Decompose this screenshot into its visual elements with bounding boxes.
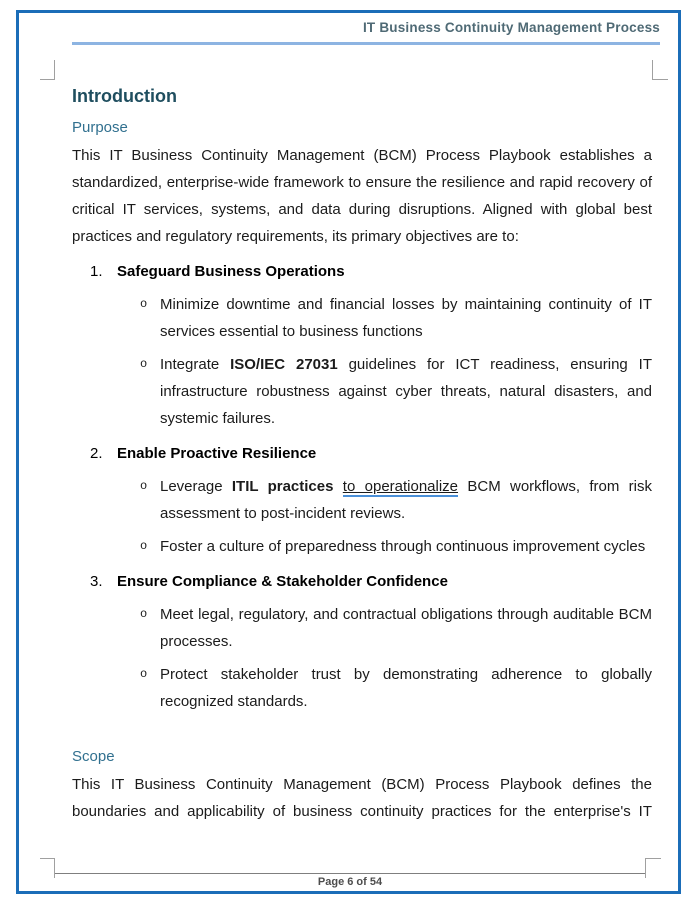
bullet-marker: o	[140, 607, 148, 621]
bullet-text	[160, 351, 652, 432]
subsection-heading-purpose: Purpose	[72, 119, 128, 136]
bullet-text	[160, 661, 652, 715]
text-segment: guidelines for ICT readiness, ensuring IT infrastructure robustness against cyber threats, natural disasters, and systemic failures.	[160, 356, 652, 427]
header-title: IT Business Continuity Management Process	[362, 20, 660, 35]
bullet-text	[160, 601, 652, 655]
bullet-text	[160, 473, 652, 527]
bullet-marker: o	[140, 357, 148, 371]
text-segment	[333, 478, 342, 495]
item-number: 1.	[90, 263, 103, 280]
bullet-text	[160, 533, 652, 560]
item-title: Enable Proactive Resilience	[117, 445, 317, 462]
numbered-item-2	[72, 440, 652, 467]
item-title: Ensure Compliance & Stakeholder Confidence	[117, 573, 448, 590]
text-segment: Leverage	[160, 478, 232, 495]
bullet-item	[72, 351, 652, 432]
bullet-item	[72, 473, 652, 527]
text-segment: Foster a culture of preparedness through continuous improvement cycles	[160, 538, 646, 555]
bullet-item	[72, 601, 652, 655]
page-content	[72, 84, 652, 825]
text-segment: BCM workflows, from risk assessment to post-incident reviews.	[160, 478, 652, 522]
scope-paragraph: This IT Business Continuity Management (BCM) Process Playbook defines the boundaries and applicability of business continuity practices for the enterprise's IT	[72, 776, 652, 820]
bullet-item	[72, 661, 652, 715]
underlined-text-segment: to operationalize	[342, 478, 459, 495]
numbered-item-3	[72, 568, 652, 595]
bold-text-segment: ITIL practices	[231, 478, 334, 495]
bullet-text	[160, 291, 652, 345]
bullet-item	[72, 291, 652, 345]
text-segment: Meet legal, regulatory, and contractual obligations through auditable BCM processes.	[160, 606, 652, 650]
text-segment: Minimize downtime and financial losses by maintaining continuity of IT services essential to business functions	[160, 296, 652, 340]
bullet-marker: o	[140, 539, 148, 553]
bullet-marker: o	[140, 479, 148, 493]
bullet-item	[72, 533, 652, 560]
crop-mark-top-right	[652, 60, 668, 80]
text-segment: Protect stakeholder trust by demonstrating adherence to globally recognized standards.	[160, 666, 652, 710]
footer-rule	[55, 873, 645, 874]
subsection-heading-scope: Scope	[72, 748, 115, 765]
bold-text-segment: ISO/IEC 27031	[230, 356, 338, 373]
header-rule	[72, 42, 660, 45]
item-title: Safeguard Business Operations	[117, 263, 345, 280]
crop-mark-top-left	[40, 60, 55, 80]
page-number-label: Page 6 of 54	[317, 876, 383, 888]
purpose-paragraph: This IT Business Continuity Management (BCM) Process Playbook establishes a standardized, enterprise-wide framework to ensure the resilience and rapid recovery of critical IT services, systems, and data during disruptions. Aligned with global best practices and regulatory requirements, its primary objectives are to:	[72, 147, 652, 245]
crop-mark-bottom-left	[40, 858, 55, 878]
numbered-item-1	[72, 258, 652, 285]
bullet-marker: o	[140, 297, 148, 311]
section-heading-introduction: Introduction	[72, 86, 177, 106]
item-number: 2.	[90, 445, 103, 462]
item-number: 3.	[90, 573, 103, 590]
crop-mark-bottom-right	[645, 858, 661, 878]
text-segment: Integrate	[160, 356, 231, 373]
bullet-marker: o	[140, 667, 148, 681]
